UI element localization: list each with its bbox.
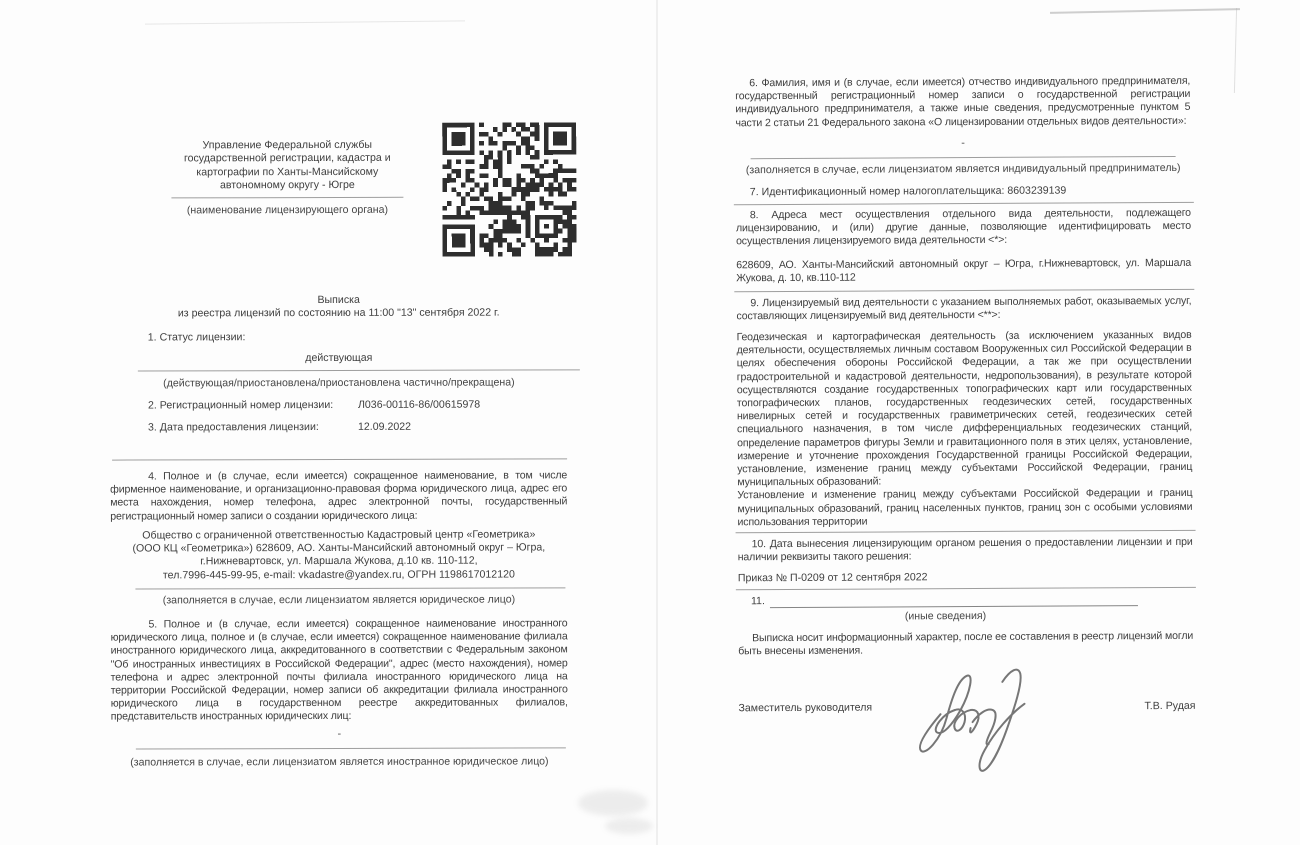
- status-caption: (действующая/приостановлена/приостановлена частично/прекращена): [163, 376, 515, 390]
- page-right: [655, 0, 1300, 845]
- item6-caption: (заполняется в случае, если лицензиатом является индивидуальный предприниматель): [745, 161, 1181, 177]
- item6-text: 6. Фамилия, имя и (в случае, если имеется) отчество индивидуального предпринимателя, государственный регистрационный номер записи о государственной регистрации индивидуального предпринимателя, а также иные сведения, предусмотренные пунктом 5 части 2 статьи 21 Федерального закона «О лицензировании отдельных видов деятельности»:: [735, 74, 1191, 129]
- item5-caption: (заполняется в случае, если лицензиатом является иностранное юридическое лицо): [130, 755, 549, 769]
- scan-smudge: [578, 790, 648, 816]
- item6-value: -: [961, 137, 965, 150]
- license-status-value: действующая: [305, 351, 373, 365]
- item10-text: 10. Дата вынесения лицензирующим органом решения о предоставлении лицензии и при наличии реквизиты такого решения:: [737, 535, 1193, 564]
- item5-underline: [136, 747, 566, 749]
- item1-label: 1. Статус лицензии:: [147, 331, 246, 344]
- item9-rule: [736, 530, 1196, 533]
- signer-title: Заместитель руководителя: [738, 701, 873, 715]
- item5-text: 5. Полное и (в случае, если имеется) сокращенное наименование иностранного юридического лица, полное и (в случае, если имеется) сокращенное наименование филиала иностранного юридического лица, аккредитованного в соответствии с Федеральным законом "Об иностранных инвестициях в Российской Федерации", адрес (место нахождения), номер телефона и адрес электронной почты филиала иностранного юридического лица на территории Российской Федерации, номер записи об аккредитации филиала иностранного юридического лица в государственном реестре аккредитованных филиалов, представительств иностранных юридических лиц:: [110, 617, 568, 723]
- item3-value: 12.09.2022: [357, 420, 412, 433]
- item2-label: 2. Регистрационный номер лицензии:: [147, 398, 334, 412]
- status-underline: [138, 369, 580, 371]
- authority-underline: [171, 197, 403, 199]
- licensing-authority-name: Управление Федеральной службы государственной регистрации, кадастра и картографии по Ханты-Мансийскому автономному округу - Югре: [183, 138, 391, 192]
- item11-caption: (иные сведения): [904, 609, 987, 623]
- item4-text: 4. Полное и (в случае, если имеется) сокращенное наименование, в том числе фирменное наименование, и организационно-правовая форма юридического лица, адрес его места нахождения, номер телефона, адрес электронной почты, государственный регистрационный номер записи о создании юридического лица:: [110, 469, 568, 523]
- item10-value: Приказ № П-0209 от 12 сентября 2022: [737, 571, 928, 585]
- item11-label: 11.: [750, 595, 765, 608]
- document-title: Выписка: [317, 293, 360, 307]
- page-seam: [656, 0, 658, 845]
- item2-value: Л036-00116-86/00615978: [357, 398, 481, 411]
- item10-rule: [736, 587, 1196, 590]
- item8-value: 628609, АО. Ханты-Мансийский автономный округ – Югра, г.Нижневартовск, ул. Маршала Жукова, д. 10, кв.110-112: [736, 256, 1192, 285]
- item9-text: 9. Лицензируемый вид деятельности с указанием выполняемых работ, оказываемых услуг, составляющих лицензируемый вид деятельности <**>:: [736, 294, 1192, 323]
- item9-value: Геодезическая и картографическая деятельность (за исключением указанных видов деятельности, осуществляемых личным составом Вооруженных сил Российской Федерации в целях обеспечения обороны Российской Федерации, а так же при осуществлении градостроительной и кадастровой деятельности, недропользования), в результате которой осуществляются создание государственных топографических карт или государственных топографических планов, государственных геодезических сетей, государственных нивелирных сетей и государственных гравиметрических сетей, геодезических сетей специального назначения, в том числе дифференциальных геодезических станций, определение параметров фигуры Земли и гравитационного поля в этих целях, установление, измерение и уточнение прохождения Государственной границы Российской Федерации, установление, изменение границ между субъектами Российской Федерации, границ муниципальных образований: Установление и изменение границ между субъектами Российской Федерации и границ муниципальных образований, границ населенных пунктов, границ зон с особыми условиями использования территории: [736, 328, 1193, 529]
- scan-smudge: [605, 818, 653, 834]
- item5-value: -: [337, 727, 342, 740]
- item3-label: 3. Дата предоставления лицензии:: [147, 421, 319, 434]
- qr-code-icon: [442, 122, 576, 256]
- note-text: Выписка носит информационный характер, после ее составления в реестр лицензий могли быть внесены изменения.: [738, 629, 1194, 658]
- item11-blank-line: [770, 605, 1138, 608]
- signature: [906, 652, 1057, 778]
- item8-rule: [734, 289, 1194, 292]
- item4-caption: (заполняется в случае, если лицензиатом является юридическое лицо): [162, 593, 516, 607]
- authority-caption: (наименование лицензирующего органа): [186, 203, 389, 217]
- section4-top-rule: [112, 458, 567, 460]
- document-subtitle: из реестра лицензий по состоянию на 11:00 "13" сентября 2022 г.: [177, 306, 500, 320]
- item7-text: 7. Идентификационный номер налогоплательщика: 8603239139: [749, 184, 1067, 199]
- item4-value: Общество с ограниченной ответственностью Кадастровый центр «Геометрика» (ООО КЦ «Геометрика») 628609, АО. Ханты-Мансийский автономный округ – Югра, г.Нижневартовск, ул. Маршала Жукова, д.10 кв. 110-112, тел.7996-445-99-95, e-mail: vkadastre@yandex.ru, ОГРН 1198617012120: [132, 528, 546, 582]
- item7-rule: [734, 202, 1194, 205]
- signer-name: Т.В. Рудая: [1144, 699, 1196, 713]
- item4-underline: [135, 587, 565, 589]
- item6-underline: [751, 156, 1176, 159]
- item8-text: 8. Адреса мест осуществления отдельного вида деятельности, подлежащего лицензированию, и (или) другие данные, позволяющие идентифицировать место осуществления лицензируемого вида деятельности <*>:: [735, 206, 1192, 248]
